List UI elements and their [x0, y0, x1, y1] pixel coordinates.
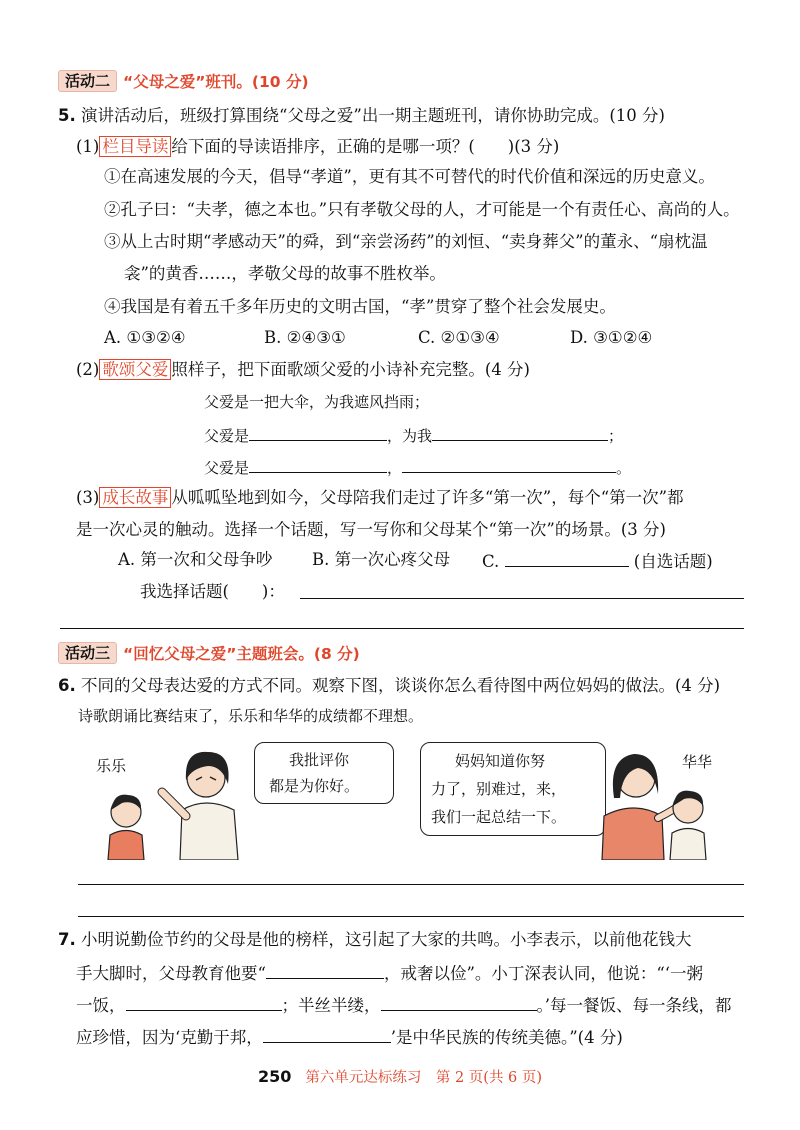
q7-blank-4[interactable] — [263, 1026, 391, 1043]
name-huahua: 华华 — [682, 753, 713, 771]
q5-sentence-1: ①在高速发展的今天，倡导“孝道”，更有其不可替代的时代价值和深远的历史意义。 — [104, 167, 715, 186]
poem-line-2c: ； — [608, 427, 624, 445]
q7-text-4a: 应珍惜，因为‘克勤于邦， — [76, 1028, 263, 1047]
q7-line-1 — [58, 930, 692, 950]
q5-part3-prefix: (3) — [76, 488, 100, 507]
q5-sentence-4: ④我国是有着五千多年历史的文明古国，“孝”贯穿了整个社会发展史。 — [104, 297, 616, 316]
q5-part2-text: 照样子，把下面歌颂父爱的小诗补充完整。(4 分) — [171, 360, 530, 379]
activity3-heading — [58, 642, 360, 664]
q7-line-3 — [76, 994, 732, 1016]
q5-part1-text: 给下面的导读语排序，正确的是哪一项？( )(3 分) — [171, 137, 560, 156]
q7-number: 7. — [58, 930, 76, 949]
q7-line-2 — [76, 962, 703, 984]
activity2-title: “父母之爱”班刊。(10 分) — [123, 73, 309, 91]
q7-text-1: 小明说勤俭节约的父母是他的榜样，这引起了大家的共鸣。小李表示，以前他花钱大 — [81, 930, 692, 949]
q5-part3-box: 成长故事 — [99, 487, 171, 508]
poem-line-3b: ， — [387, 459, 403, 477]
poem-line-2a: 父爱是 — [204, 427, 250, 445]
q5-option-c: C. ②①③④ — [418, 328, 500, 347]
q6-answer-line-1[interactable] — [78, 884, 744, 885]
q5-answer-line-1[interactable] — [300, 598, 744, 599]
q7-text-3c: 。’每一餐饭、每一条线，都 — [536, 996, 732, 1015]
q5-stem: 演讲活动后，班级打算围绕“父母之爱”出一期主题班刊，请你协助完成。(10 分) — [81, 106, 665, 125]
activity3-title: “回忆父母之爱”主题班会。(8 分) — [123, 645, 360, 663]
poem-blank-2[interactable] — [432, 424, 608, 441]
mother-left-figure — [162, 752, 238, 860]
q5-choose-label: 我选择话题( )： — [140, 582, 285, 601]
q5-option-d: D. ③①②④ — [570, 328, 653, 347]
q5-part3-opt-b: B. 第一次心疼父母 — [312, 550, 451, 569]
name-lele: 乐乐 — [96, 757, 127, 775]
q5-option-a: A. ①③②④ — [104, 328, 186, 347]
poem-line-1: 父爱是一把大伞，为我遮风挡雨； — [204, 393, 430, 411]
q7-text-2b: ，戒奢以俭”。小丁深表认同，他说：“‘一粥 — [383, 964, 704, 983]
poem-line-3 — [204, 456, 631, 478]
q7-line-4 — [76, 1026, 623, 1048]
q7-text-3b: ；半丝半缕， — [281, 996, 381, 1015]
q7-blank-2[interactable] — [126, 994, 282, 1011]
q6-number: 6. — [58, 676, 76, 695]
q5-sentence-3a: ③从上古时期“孝感动天”的舜，到“亲尝汤药”的刘恒、“卖身葬父”的董永、“扇枕温 — [104, 232, 708, 251]
q5-part3-text2: 是一次心灵的触动。选择一个话题，写一写你和父母某个“第一次”的场景。(3 分) — [76, 520, 666, 539]
page-number: 250 — [257, 1067, 292, 1086]
bubble-left-line-2: 都是为你好。 — [269, 777, 360, 795]
q7-blank-3[interactable] — [381, 994, 537, 1011]
poem-blank-3[interactable] — [249, 456, 387, 473]
q5-part2-prefix: (2) — [76, 360, 100, 379]
q6-answer-line-2[interactable] — [78, 916, 744, 917]
q5-answer-line-2[interactable] — [60, 628, 744, 629]
footer-text: 第六单元达标练习 第 2 页(共 6 页) — [305, 1070, 543, 1086]
activity3-tag: 活动三 — [58, 642, 117, 664]
q5-stem-line — [58, 106, 665, 126]
q5-part2-box: 歌颂父爱 — [99, 359, 171, 380]
activity2-tag: 活动二 — [58, 70, 117, 92]
q5-part1-prefix: (1) — [76, 137, 100, 156]
q5-number: 5. — [58, 106, 76, 125]
q5-part3-opt-c-tail: (自选话题) — [633, 552, 713, 571]
poem-line-2b: ，为我 — [387, 427, 433, 445]
q5-sentence-3b: 衾”的黄香……，孝敬父母的故事不胜枚举。 — [124, 264, 446, 283]
q7-blank-1[interactable] — [266, 962, 384, 979]
activity2-heading — [58, 70, 309, 92]
huahua-figure — [670, 791, 706, 860]
poem-blank-4[interactable] — [402, 456, 616, 473]
q5-part1 — [76, 137, 559, 157]
q5-sentence-2: ②孔子曰：“夫孝，德之本也。”只有孝敬父母的人，才可能是一个有责任心、高尚的人。 — [104, 200, 740, 219]
poem-line-2 — [204, 424, 623, 446]
q5-part1-box: 栏目导读 — [99, 136, 171, 157]
lele-figure — [108, 795, 144, 860]
q5-part3-opt-c-label: C. — [482, 552, 500, 571]
bubble-left-line-1: 我批评你 — [289, 751, 350, 769]
right-illustration — [596, 738, 726, 860]
bubble-right-line-1: 妈妈知道你努 — [455, 752, 546, 770]
bubble-left — [254, 742, 394, 804]
poem-blank-1[interactable] — [249, 424, 387, 441]
q6-stem-line — [58, 676, 720, 696]
q7-text-2a: 手大脚时，父母教育他要“ — [76, 964, 266, 983]
q5-part3-opt-c-blank[interactable] — [505, 550, 629, 567]
q5-part3-text: 从呱呱坠地到如今，父母陪我们走过了许多“第一次”，每个“第一次”都 — [171, 488, 684, 507]
q6-stem: 不同的父母表达爱的方式不同。观察下图，谈谈你怎么看待图中两位妈妈的做法。(4 分) — [81, 676, 721, 695]
q5-part2 — [76, 360, 530, 380]
page-footer — [0, 1066, 800, 1087]
bubble-right — [420, 742, 606, 836]
bubble-right-line-2: 力了，别难过，来， — [431, 780, 567, 798]
q7-text-3a: 一饭， — [76, 996, 126, 1015]
q6-context: 诗歌朗诵比赛结束了，乐乐和华华的成绩都不理想。 — [78, 707, 424, 725]
left-illustration — [96, 740, 266, 860]
q5-option-b: B. ②④③① — [264, 328, 346, 347]
q5-part3-opt-a: A. 第一次和父母争吵 — [118, 550, 273, 569]
poem-line-3a: 父爱是 — [204, 459, 250, 477]
poem-line-3c: 。 — [616, 459, 632, 477]
q7-text-4b: ’是中华民族的传统美德。”(4 分) — [390, 1028, 623, 1047]
q5-part3-opt-c — [482, 550, 713, 572]
bubble-right-line-3: 我们一起总结一下。 — [431, 808, 567, 826]
q5-part3 — [76, 488, 684, 508]
